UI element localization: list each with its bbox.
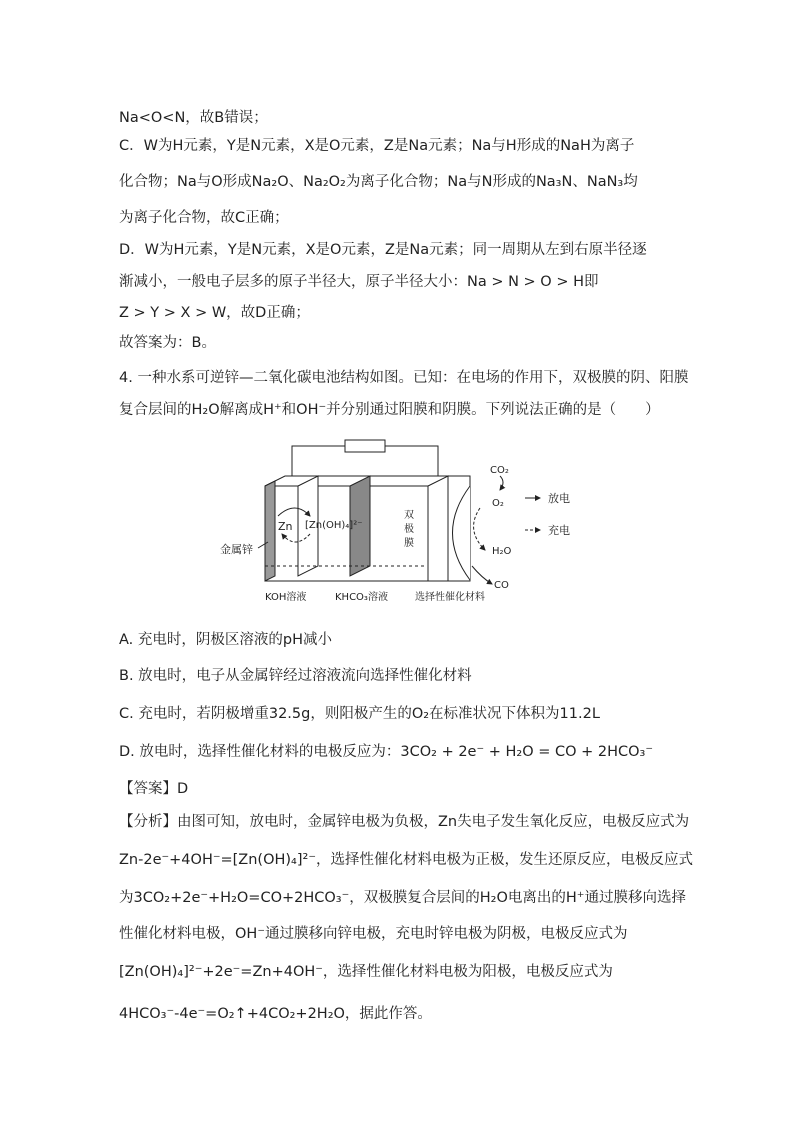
text-line: 渐减小，一般电子层多的原子半径大，原子半径大小：Na > N > O > H即 [119, 274, 599, 290]
analysis-line: 4HCO₃⁻-4e⁻=O₂↑+4CO₂+2H₂O，据此作答。 [119, 1006, 432, 1022]
external-wire [385, 446, 438, 476]
question-4-stem: 4. 一种水系可逆锌—二氧化碳电池结构如图。已知：在电场的作用下，双极膜的阴、阳膜 [119, 370, 689, 386]
co2-label: CO₂ [490, 465, 509, 476]
analysis-line: 性催化材料电极，OH⁻通过膜移向锌电极，充电时锌电极为阴极，电极反应式为 [119, 926, 628, 942]
zinc-complex-label: [Zn(OH)₄]²⁻ [305, 520, 363, 531]
option-a: A. 充电时，阴极区溶液的pH减小 [119, 632, 332, 648]
text-line: Na<O<N，故B错误； [119, 110, 268, 126]
catalyst-material-label: 选择性催化材料 [415, 592, 485, 603]
load-resistor [345, 440, 385, 452]
koh-solution-label: KOH溶液 [265, 592, 307, 603]
external-wire [292, 446, 345, 476]
bipolar-membrane-label: 极 [404, 524, 414, 535]
question-4-stem: 复合层间的H₂O解离成H⁺和OH⁻并分别通过阳膜和阴膜。下列说法正确的是（ ） [119, 402, 660, 418]
text-line: C．W为H元素，Y是N元素，X是O元素，Z是Na元素；Na与H形成的NaH为离子 [119, 138, 635, 154]
option-c: C. 充电时，若阴极增重32.5g，则阳极产生的O₂在标准状况下体积为11.2L [119, 706, 600, 722]
option-d: D. 放电时，选择性催化材料的电极反应为：3CO₂ + 2e⁻ + H₂O = CO + 2HCO₃⁻ [119, 744, 654, 760]
analysis-line: 为3CO₂+2e⁻+H₂O=CO+2HCO₃⁻，双极膜复合层间的H₂O电离出的H⁺通过膜移向选择 [119, 890, 686, 906]
charge-label: 充电 [548, 524, 570, 537]
text-line: 为离子化合物，故C正确； [119, 210, 289, 226]
option-b: B. 放电时，电子从金属锌经过溶液流向选择性催化材料 [119, 668, 472, 684]
bipolar-membrane-label: 膜 [404, 538, 414, 549]
o2-label: O₂ [492, 498, 504, 509]
analysis-line: Zn-2e⁻+4OH⁻=[Zn(OH)₄]²⁻，选择性催化材料电极为正极，发生还原反应，电极反应式 [119, 852, 693, 868]
khco3-solution-label: KHCO₃溶液 [335, 592, 388, 603]
battery-diagram [210, 438, 610, 613]
bipolar-membrane-label: 双 [404, 510, 414, 521]
text-line: Z > Y > X > W，故D正确； [119, 305, 310, 321]
answer-line: 【答案】D [119, 781, 189, 797]
analysis-line: [Zn(OH)₄]²⁻+2e⁻=Zn+4OH⁻，选择性催化材料电极为阳极，电极反应式为 [119, 964, 613, 980]
zn-label: Zn [278, 520, 293, 533]
text-line: D．W为H元素，Y是N元素，X是O元素，Z是Na元素；同一周期从左到右原半径逐 [119, 242, 647, 258]
metal-zinc-label: 金属锌 [220, 543, 253, 556]
analysis-line: 【分析】由图可知，放电时，金属锌电极为负极，Zn失电子发生氧化反应，电极反应式为 [119, 814, 690, 830]
h2o-label: H₂O [492, 546, 512, 557]
text-line: 化合物；Na与O形成Na₂O、Na₂O₂为离子化合物；Na与N形成的Na₃N、NaN₃均 [119, 174, 638, 190]
co-label: CO [494, 580, 509, 591]
catalyst-block [428, 476, 448, 581]
discharge-label: 放电 [548, 492, 570, 505]
text-line: 故答案为：B。 [119, 335, 216, 351]
